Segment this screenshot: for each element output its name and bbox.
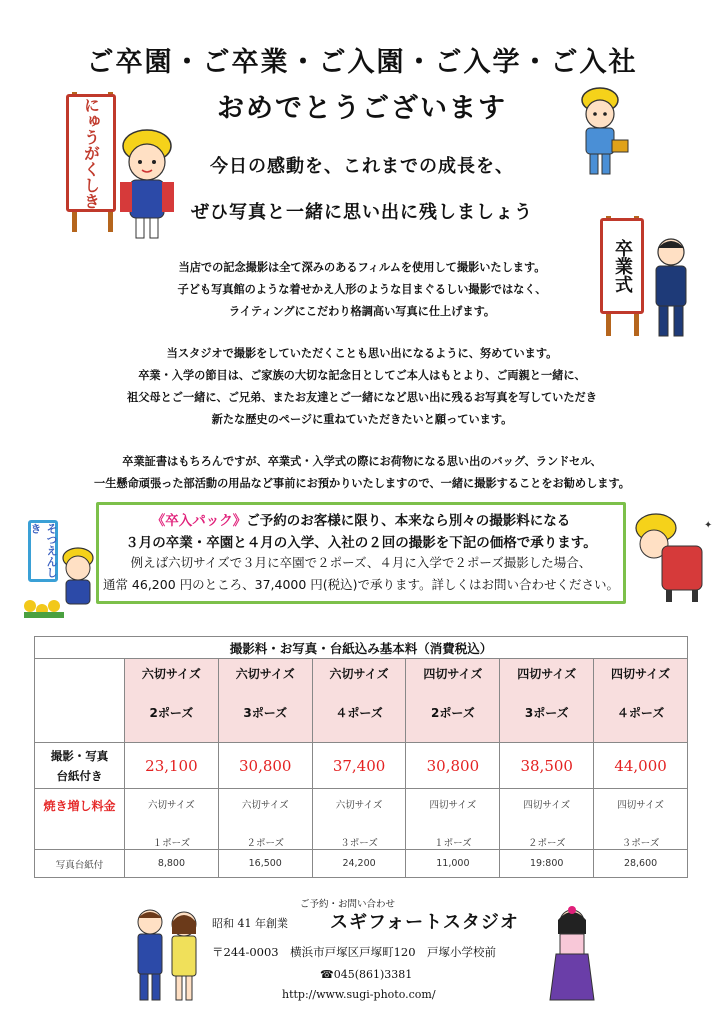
- price-cell: 8,800: [125, 850, 219, 878]
- main-headline-2: おめでとうございます: [217, 93, 507, 124]
- price-cell: 16,500: [218, 850, 312, 878]
- price-cell: 24,200: [312, 850, 406, 878]
- subheading-2: ぜひ写真と一緒に思い出に残しましょう: [191, 202, 533, 223]
- girl-illustration: [112, 122, 182, 244]
- price-cell: 30,800: [218, 743, 312, 789]
- studio-name: スギフォートスタジオ: [330, 912, 519, 933]
- package-title: 《卒入パック》: [151, 513, 247, 529]
- package-line-3: 例えば六切サイズで３月に卒園で２ポーズ、４月に入学で２ポーズ撮影した場合、: [130, 555, 592, 570]
- table-caption: 撮影料・お写真・台紙込み基本料（消費税込）: [35, 637, 688, 659]
- table-header: 六切サイズ 2ポーズ: [125, 659, 219, 743]
- paragraph-line: 卒業・入学の節目は、ご家族の大切な記念日としてご本人はもとより、ご両親と一緒に、: [138, 368, 586, 382]
- website-link[interactable]: http://www.sugi-photo.com/: [282, 988, 436, 1001]
- phone-number: ☎045(861)3381: [320, 968, 413, 981]
- table-header: 六切サイズ ３ポーズ: [312, 789, 406, 850]
- reprint-label-cell: 焼き増し料金: [35, 789, 125, 850]
- address-text: 〒244-0003 横浜市戸塚区戸塚町120 戸塚小学校前: [212, 945, 497, 959]
- student-backpack-illustration: [632, 508, 712, 606]
- sign-nyugakushiki: にゅうがくしき: [66, 94, 116, 212]
- price-cell: 38,500: [500, 743, 594, 789]
- table-header: 四切サイズ ３ポーズ: [594, 789, 688, 850]
- main-headline: ご卒園・ご卒業・ご入園・ご入学・ご入社: [86, 47, 638, 78]
- subheading-1: 今日の感動を、これまでの成長を、: [210, 156, 514, 177]
- table-header: 四切サイズ 3ポーズ: [500, 659, 594, 743]
- package-text: ご予約のお客様に限り、本来なら別々の撮影料になる: [246, 513, 571, 529]
- price-cell: 23,100: [125, 743, 219, 789]
- paragraph-1: [60, 256, 664, 322]
- phone-icon: ☎: [320, 968, 334, 981]
- paragraph-line: ライティングにこだわり格調高い写真に仕上げます。: [228, 304, 496, 318]
- sign-sotsugyoshiki: 卒業式: [600, 218, 644, 314]
- price-cell: 44,000: [594, 743, 688, 789]
- price-cell: 11,000: [406, 850, 500, 878]
- paragraph-2: [60, 342, 664, 430]
- paragraph-line: 祖父母とご一緒に、ご兄弟、またお友達とご一緒になど思い出に残るお写真を写していただき: [127, 390, 597, 404]
- table-header: 四切サイズ ４ポーズ: [594, 659, 688, 743]
- table-header: 六切サイズ １ポーズ: [125, 789, 219, 850]
- established-text: 昭和 41 年創業: [212, 917, 288, 930]
- paragraph-line: 卒業証書はもちろんですが、卒業式・入学式の際にお荷物になる思い出のバッグ、ランドセル、: [122, 454, 602, 468]
- price-cell: 30,800: [406, 743, 500, 789]
- table-header: 四切サイズ ２ポーズ: [500, 789, 594, 850]
- table-header: 六切サイズ ２ポーズ: [218, 789, 312, 850]
- table-header: 四切サイズ 2ポーズ: [406, 659, 500, 743]
- svg-text:✦: ✦: [704, 520, 712, 531]
- paragraph-line: 当店での記念撮影は全て深みのあるフィルムを使用して撮影いたします。: [178, 260, 546, 274]
- graduate-boy-illustration: [648, 236, 694, 342]
- paragraph-line: 一生懸命頑張った部活動の用品など事前にお預かりいたしますので、一緒に撮影することをお勧めします。: [94, 476, 630, 490]
- package-line-4: 通常 46,200 円のところ、37,4000 円(税込)で承ります。詳しくはお問い合わせください。: [102, 577, 620, 592]
- kindergarten-boy-illustration: [20, 540, 104, 620]
- boy-illustration: [568, 84, 638, 180]
- price-cell: 28,600: [594, 850, 688, 878]
- price-cell: 19:800: [500, 850, 594, 878]
- paragraph-line: 当スタジオで撮影をしていただくことも思い出になるように、努めています。: [166, 346, 558, 360]
- paragraph-3: [60, 450, 664, 494]
- reprint-price-table: [34, 788, 688, 878]
- table-header: 六切サイズ ４ポーズ: [312, 659, 406, 743]
- table-header: 四切サイズ １ポーズ: [406, 789, 500, 850]
- package-line-1: [99, 509, 623, 529]
- price-cell: 37,400: [312, 743, 406, 789]
- contact-label: ご予約・お問い合わせ: [300, 899, 396, 910]
- paragraph-line: 新たな歴史のページに重ねていただきたいと願っています。: [211, 412, 513, 426]
- hakama-girl-illustration: [544, 904, 600, 1004]
- package-line-2: ３月の卒業・卒園と４月の入学、入社の２回の撮影を下記の価格で承ります。: [125, 535, 597, 551]
- row-label: 写真台紙付: [35, 850, 125, 878]
- package-offer-box: [96, 502, 626, 604]
- paragraph-line: 子ども写真館のような着せかえ人形のような目まぐるしい撮影ではなく、: [177, 282, 547, 296]
- empty-corner-cell: [35, 659, 125, 743]
- basic-price-table: [34, 636, 688, 789]
- sign-sotsuenshiki: そつえんしき: [28, 520, 58, 582]
- table-header: 六切サイズ 3ポーズ: [218, 659, 312, 743]
- couple-illustration: [132, 904, 204, 1004]
- row-label: 撮影・写真 台紙付き: [35, 743, 125, 789]
